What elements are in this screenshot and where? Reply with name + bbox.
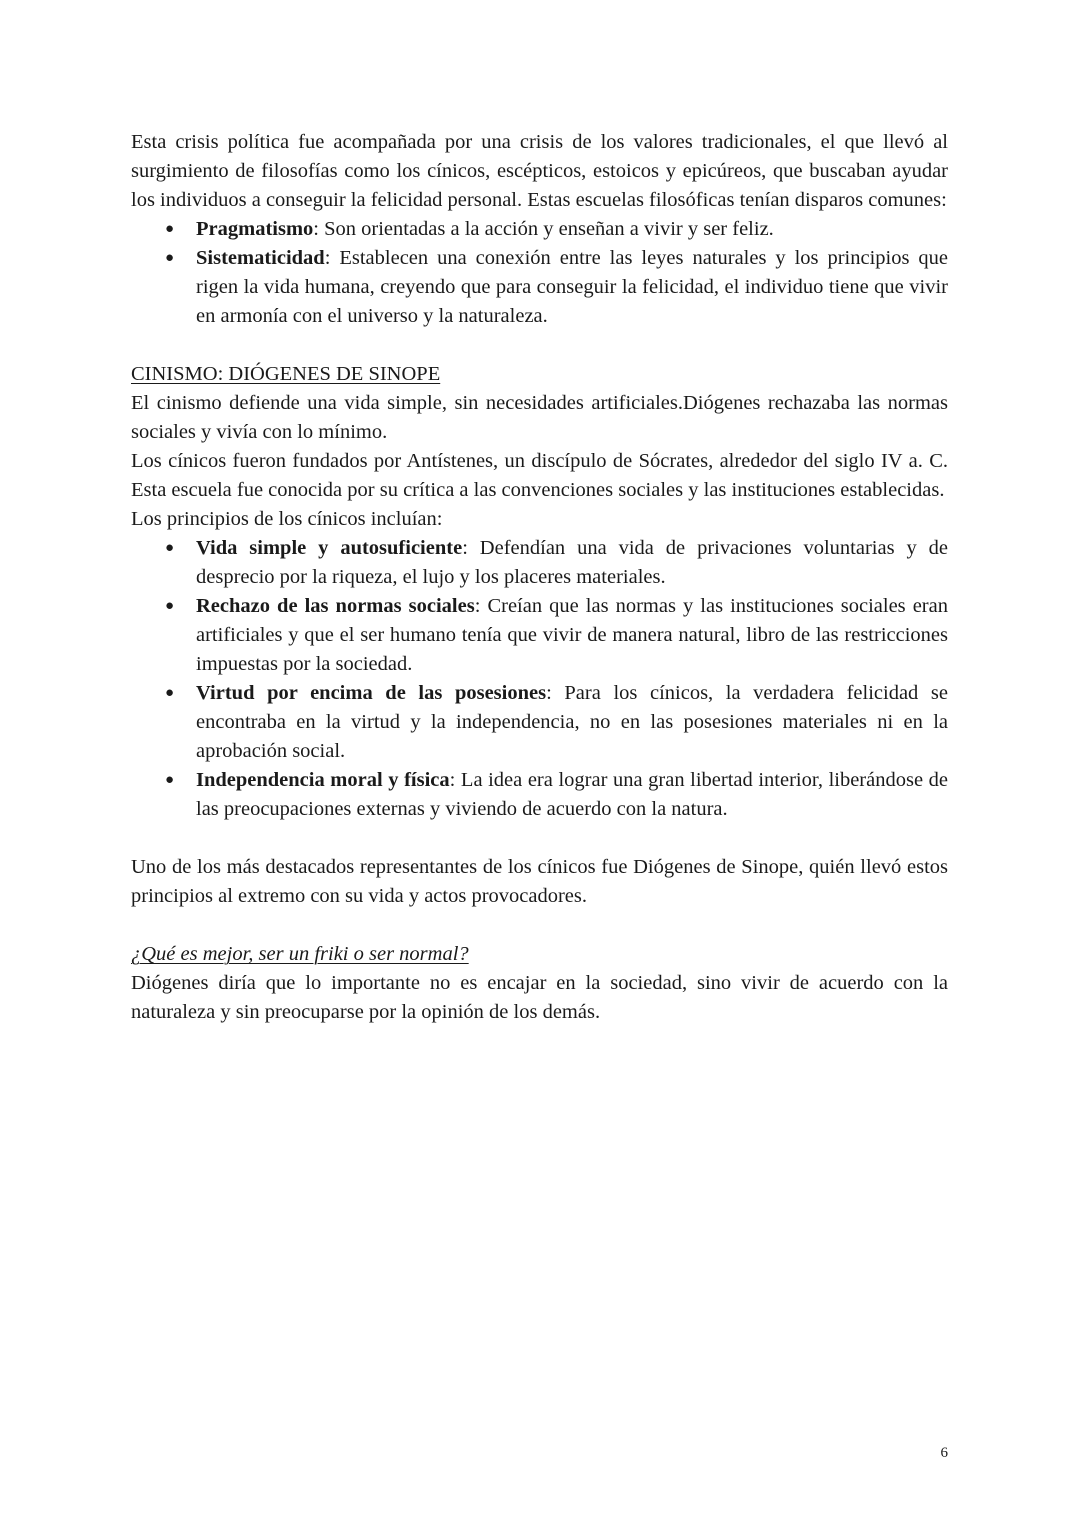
intro-bullet-list [131,215,948,331]
question-answer: Diógenes diría que lo importante no es encajar en la sociedad, sino vivir de acuerdo con la naturaleza y sin preocuparse por la opinión de los demás. [131,972,948,1023]
question-heading: ¿Qué es mejor, ser un friki o ser normal? [131,943,469,965]
intro-paragraph: Esta crisis política fue acompañada por una crisis de los valores tradicionales, el que llevó al surgimiento de filosofías como los cínicos, escépticos, estoicos y epicúreos, que buscaban ayudar los individuos a conseguir la felicidad personal. Estas escuelas filosóficas tenían disparos comunes: [131,131,948,211]
bullet-term: Vida simple y autosuficiente [196,537,463,559]
principles-bullet-list [131,534,948,824]
cinismo-paragraph-1: El cinismo defiende una vida simple, sin necesidades artificiales.Diógenes rechazaba las normas sociales y vivía con lo mínimo. [131,392,948,443]
section-heading-cinismo: CINISMO: DIÓGENES DE SINOPE [131,363,441,385]
list-item [131,244,948,331]
list-item [131,215,948,244]
bullet-text: : La idea era lograr una gran libertad interior, liberándose de las preocupaciones externas y viviendo de acuerdo con la natura. [196,769,948,820]
list-item [131,592,948,679]
bullet-text: : Establecen una conexión entre las leyes naturales y los principios que rigen la vida humana, creyendo que para conseguir la felicidad, el individuo tiene que vivir en armonía con el universo y la naturaleza. [196,247,948,327]
list-item [131,534,948,592]
spacer [131,824,948,853]
spacer [131,911,948,940]
bullet-icon: ● [165,250,175,266]
bullet-text: : Defendían una vida de privaciones voluntarias y de desprecio por la riqueza, el lujo y los placeres materiales. [196,537,948,588]
bullet-icon: ● [165,685,175,701]
bullet-term: Virtud por encima de las posesiones [196,682,547,704]
bullet-term: Rechazo de las normas sociales [196,595,475,617]
list-item [131,766,948,824]
bullet-term: Independencia moral y física [196,769,450,791]
bullet-icon: ● [165,598,175,614]
bullet-icon: ● [165,772,175,788]
cinismo-closing-paragraph: Uno de los más destacados representantes de los cínicos fue Diógenes de Sinope, quién llevó estos principios al extremo con su vida y actos provocadores. [131,856,948,907]
bullet-text: : Creían que las normas y las instituciones sociales eran artificiales y que el ser humano tenía que vivir de manera natural, libro de las restricciones impuestas por la sociedad. [196,595,948,675]
bullet-term: Pragmatismo [196,218,314,240]
bullet-term: Sistematicidad [196,247,325,269]
bullet-text: : Son orientadas a la acción y enseñan a vivir y ser feliz. [313,218,774,240]
page-body [131,128,948,1027]
bullet-icon: ● [165,221,175,237]
principles-intro: Los principios de los cínicos incluían: [131,508,443,530]
bullet-text: : Para los cínicos, la verdadera felicidad se encontraba en la virtud y la independencia, no en las posesiones materiales ni en la aprobación social. [196,682,948,762]
list-item [131,679,948,766]
bullet-icon: ● [165,540,175,556]
cinismo-paragraph-2: Los cínicos fueron fundados por Antístenes, un discípulo de Sócrates, alrededor del siglo IV a. C. Esta escuela fue conocida por su crítica a las convenciones sociales y las instituciones establecidas. [131,450,948,501]
page-number: 6 [940,1445,948,1461]
spacer [131,331,948,360]
